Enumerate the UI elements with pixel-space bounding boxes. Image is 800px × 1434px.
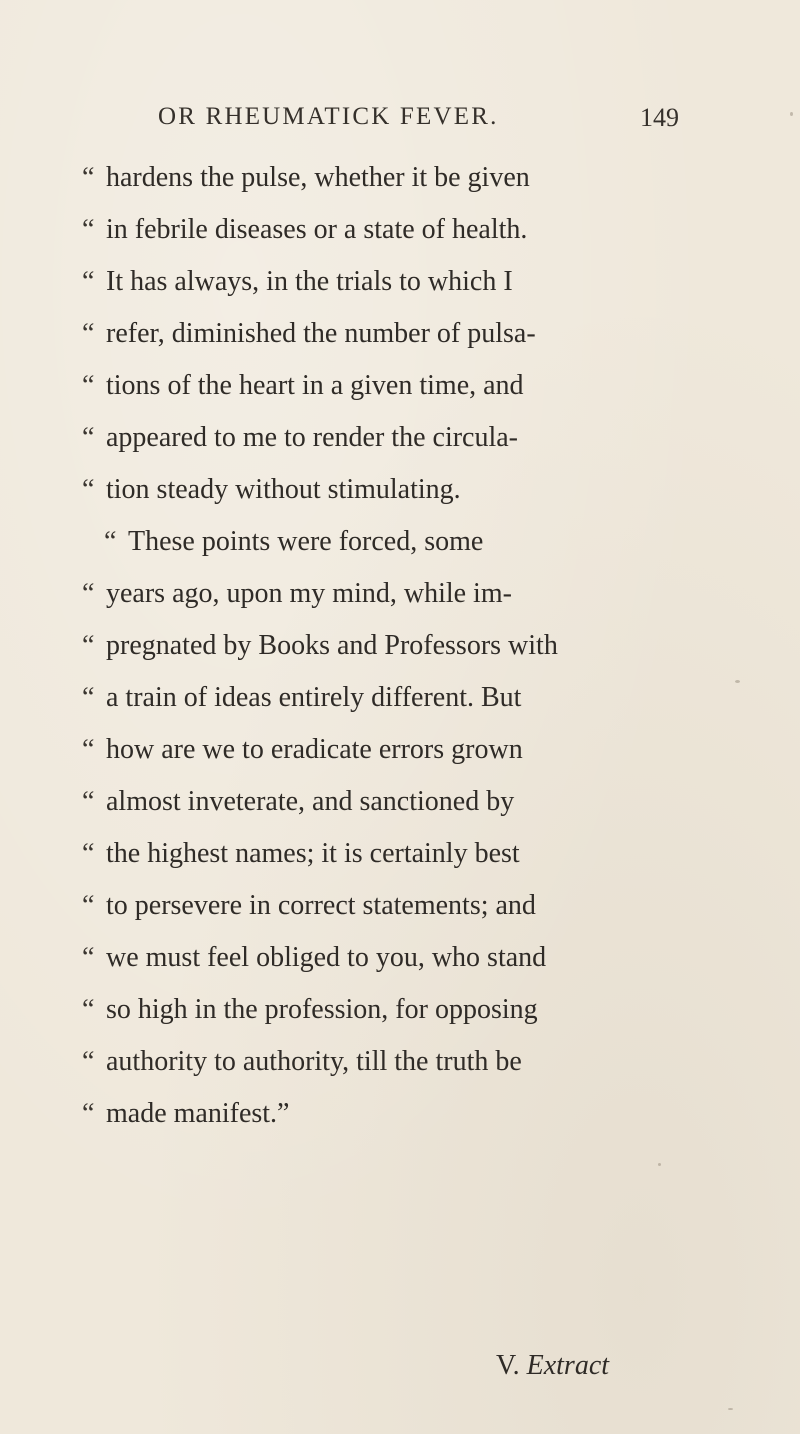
line-text: a train of ideas entirely different. But bbox=[106, 682, 522, 713]
text-line bbox=[82, 470, 461, 510]
line-text: so high in the profession, for opposing bbox=[106, 994, 538, 1025]
paper-speck bbox=[790, 112, 793, 116]
quote-mark: “ bbox=[82, 578, 95, 609]
quote-mark: “ bbox=[82, 994, 95, 1025]
quote-mark: “ bbox=[82, 214, 95, 245]
text-line bbox=[82, 1094, 289, 1134]
quote-mark: “ bbox=[82, 682, 95, 713]
quote-mark: “ bbox=[82, 838, 95, 869]
text-line bbox=[82, 574, 512, 614]
paper-speck bbox=[735, 680, 740, 683]
running-head bbox=[0, 103, 800, 137]
line-text: made manifest.” bbox=[106, 1098, 290, 1129]
catchword-number: V. bbox=[496, 1350, 520, 1381]
line-text: tions of the heart in a given time, and bbox=[106, 370, 524, 401]
quote-mark: “ bbox=[82, 1046, 95, 1077]
line-text: hardens the pulse, whether it be given bbox=[106, 162, 530, 193]
text-line bbox=[82, 938, 546, 978]
quote-mark: “ bbox=[82, 422, 95, 453]
line-text: pregnated by Books and Professors with bbox=[106, 630, 558, 661]
quote-mark: “ bbox=[82, 318, 95, 349]
text-line bbox=[82, 158, 530, 198]
line-text: years ago, upon my mind, while im- bbox=[106, 578, 512, 609]
line-text: the highest names; it is certainly best bbox=[106, 838, 520, 869]
text-line bbox=[82, 990, 538, 1030]
line-text: in febrile diseases or a state of health. bbox=[106, 214, 528, 245]
paper-speck bbox=[728, 1408, 733, 1410]
quote-mark: “ bbox=[82, 370, 95, 401]
text-line bbox=[82, 1042, 522, 1082]
text-line bbox=[82, 730, 523, 770]
text-line bbox=[82, 678, 521, 718]
text-line bbox=[82, 366, 524, 406]
text-line bbox=[82, 834, 520, 874]
running-title: OR RHEUMATICK FEVER. bbox=[158, 103, 499, 130]
line-text: refer, diminished the number of pulsa- bbox=[106, 318, 536, 349]
line-text: authority to authority, till the truth be bbox=[106, 1046, 522, 1077]
text-line bbox=[82, 262, 513, 302]
quote-mark: “ bbox=[82, 786, 95, 817]
line-text: tion steady without stimulating. bbox=[106, 474, 461, 505]
text-line bbox=[82, 210, 527, 250]
line-text: to persevere in correct statements; and bbox=[106, 890, 536, 921]
line-text: appeared to me to render the circula- bbox=[106, 422, 519, 453]
quote-mark: “ bbox=[82, 162, 95, 193]
catchword-text: Extract bbox=[526, 1350, 610, 1381]
page-number: 149 bbox=[640, 103, 679, 132]
line-text: These points were forced, some bbox=[128, 526, 484, 557]
line-text: we must feel obliged to you, who stand bbox=[106, 942, 547, 973]
quote-mark: “ bbox=[82, 474, 95, 505]
line-text: almost inveterate, and sanctioned by bbox=[106, 786, 515, 817]
line-text: how are we to eradicate errors grown bbox=[106, 734, 523, 765]
text-line bbox=[82, 626, 558, 666]
quote-mark: “ bbox=[82, 1098, 95, 1129]
text-line bbox=[82, 418, 518, 458]
paper-speck bbox=[658, 1163, 661, 1166]
line-text: It has always, in the trials to which I bbox=[106, 266, 513, 297]
text-line bbox=[82, 886, 536, 926]
catchword bbox=[496, 1350, 609, 1382]
quote-mark: “ bbox=[104, 526, 117, 557]
text-line bbox=[82, 782, 514, 822]
text-line bbox=[82, 314, 536, 354]
quote-mark: “ bbox=[82, 942, 95, 973]
quote-mark: “ bbox=[82, 734, 95, 765]
quote-mark: “ bbox=[82, 630, 95, 661]
text-line-paragraph-start bbox=[82, 522, 483, 562]
quote-mark: “ bbox=[82, 890, 95, 921]
quote-mark: “ bbox=[82, 266, 95, 297]
